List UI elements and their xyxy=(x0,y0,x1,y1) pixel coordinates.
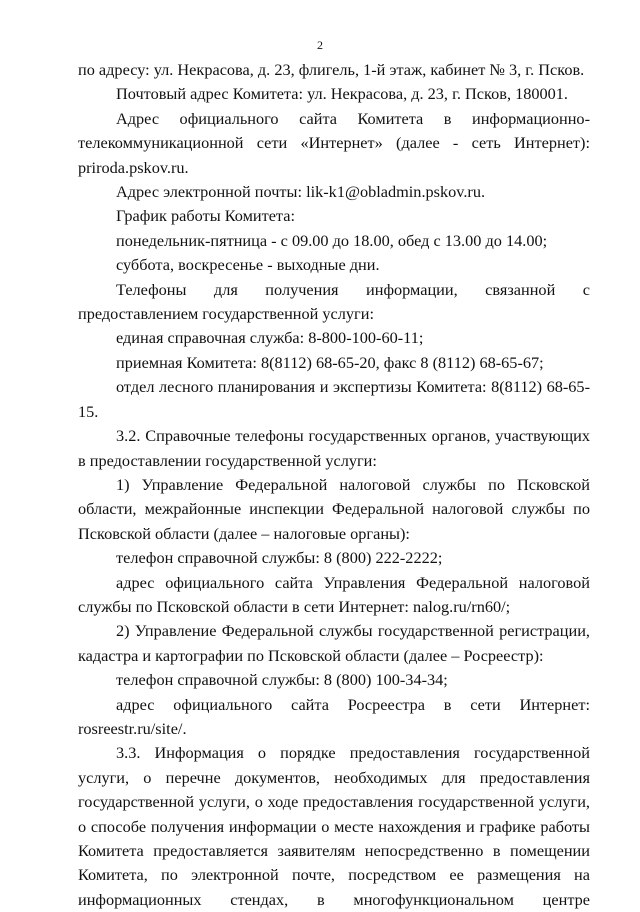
paragraph: График работы Комитета: xyxy=(116,206,295,226)
paragraph: 2) Управление Федеральной службы государственной регистрации, кадастра и картографии по Псковской области (далее – Росреестр): xyxy=(78,621,590,665)
paragraph: единая справочная служба: 8-800-100-60-11; xyxy=(116,328,424,348)
paragraph: Почтовый адрес Комитета: ул. Некрасова, д. 23, г. Псков, 180001. xyxy=(116,84,569,104)
paragraph: 3.2. Справочные телефоны государственных органов, участвующих в предоставлении государственной услуги: xyxy=(78,426,590,470)
paragraph: Адрес электронной почты: lik-k1@obladmin.pskov.ru. xyxy=(116,182,486,202)
paragraph: телефон справочной службы: 8 (800) 222-2222; xyxy=(116,548,443,568)
paragraph: Телефоны для получения информации, связанной с предоставлением государственной услуги: xyxy=(78,279,590,324)
paragraph: Адрес официального сайта Комитета в информационно-телекоммуникационной сети «Интернет» (далее - сеть Интернет): priroda.pskov.ru. xyxy=(78,108,590,177)
paragraph: отдел лесного планирования и экспертизы Комитета: 8(8112) 68-65-15. xyxy=(78,377,590,421)
page-number: 2 xyxy=(317,38,323,52)
paragraph: суббота, воскресенье - выходные дни. xyxy=(116,255,380,275)
paragraph: адрес официального сайта Управления Федеральной налоговой службы по Псковской области в сети Интернет: nalog.ru/rn60/; xyxy=(78,572,590,616)
document-body xyxy=(78,58,590,912)
paragraph: приемная Комитета: 8(8112) 68-65-20, факс 8 (8112) 68-65-67; xyxy=(116,352,544,372)
paragraph: понедельник-пятница - с 09.00 до 18.00, обед с 13.00 до 14.00; xyxy=(116,230,548,250)
paragraph: 3.3. Информация о порядке предоставления государственной услуги, о перечне документов, необходимых для предоставления государственной услуги, о ходе предоставления государственной услуги, о способе получения информации о месте нахождения и графике работы Комитета предоставляется заявителям непосредственно в помещении Комитета, по электронной почте, посредством ее размещения на информационных стендах, в многофункциональном центре xyxy=(78,743,590,909)
paragraph: 1) Управление Федеральной налоговой службы по Псковской области, межрайонные инспекции Федеральной налоговой службы по Псковской области (далее – налоговые органы): xyxy=(78,474,590,543)
paragraph: по адресу: ул. Некрасова, д. 23, флигель, 1-й этаж, кабинет № 3, г. Псков. xyxy=(78,60,585,79)
paragraph: телефон справочной службы: 8 (800) 100-34-34; xyxy=(116,670,448,690)
paragraph: адрес официального сайта Росреестра в сети Интернет: rosreestr.ru/site/. xyxy=(78,694,590,738)
